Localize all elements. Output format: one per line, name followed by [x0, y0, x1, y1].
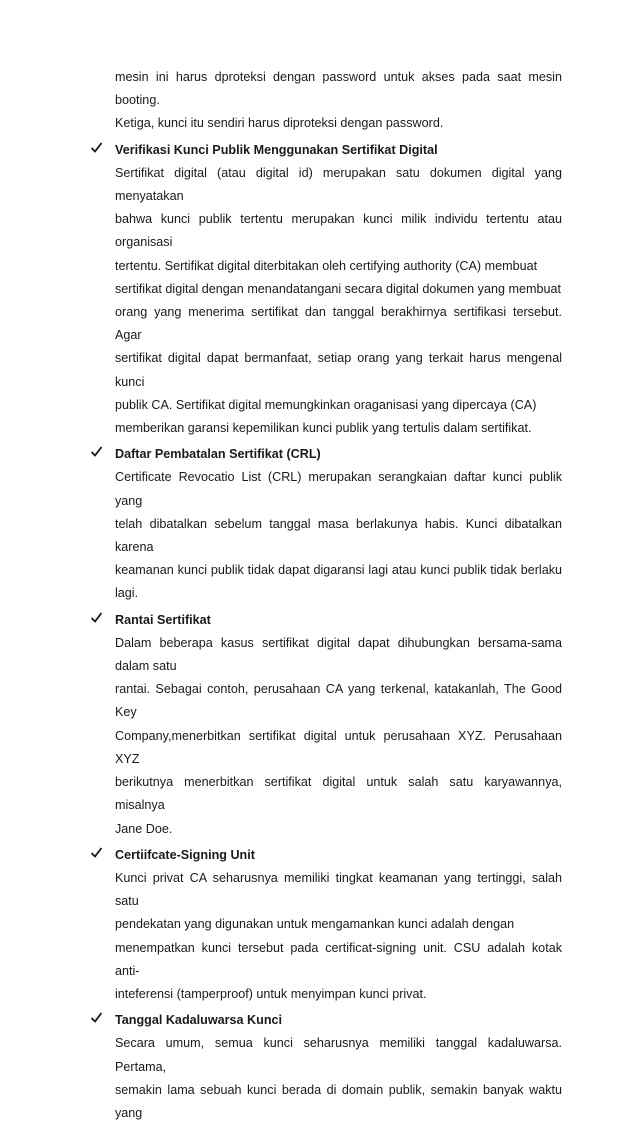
section-heading-row	[90, 606, 562, 632]
section-body: Dalam beberapa kasus sertifikat digital dapat dihubungkan bersama-sama dalam satu rantai. Sebagai contoh, perusahaan CA yang terkenal, katakanlah, The Good Key Company,menerbitkan sertifikat digital untuk perusahaan XYZ. Perusahaan XYZ berikutnya menerbitkan sertifikat digital untuk salah satu karyawannya, misalnya Jane Doe.	[115, 635, 562, 836]
section-heading: Rantai Sertifikat	[115, 612, 211, 627]
checkmark-icon	[90, 841, 115, 864]
section-heading-row	[90, 440, 562, 466]
section-body: Sertifikat digital (atau digital id) merupakan satu dokumen digital yang menyatakan bahwa kunci publik tertentu merupakan kunci milik individu tertentu atau organisasi tertentu. Sertifikat digital diterbitakan oleh certifying authority (CA) membuat sertifikat digital dengan menandatangani secara digital dokumen yang membuat orang yang menerima sertifikat dan tanggal berakhirnya sertifikasi tersebut. Agar sertifikat digital dapat bermanfaat, setiap orang yang terkait harus mengenal kunci publik CA. Sertifikat digital memungkinkan oraganisasi yang dipercaya (CA) memberikan garansi kepemilikan kunci publik yang tertulis dalam sertifikat.	[115, 165, 562, 436]
section-body: Certificate Revocatio List (CRL) merupakan serangkaian daftar kunci publik yang telah dibatalkan sebelum tanggal masa berlakunya habis. Kunci dibatalkan karena keamanan kunci publik tidak dapat digaransi lagi atau kunci publik tidak berlaku lagi.	[115, 470, 562, 601]
section-heading: Verifikasi Kunci Publik Menggunakan Sertifikat Digital	[115, 142, 438, 157]
checkmark-icon	[90, 440, 115, 463]
section-heading-row	[90, 841, 562, 867]
intro-paragraph: mesin ini harus dproteksi dengan password untuk akses pada saat mesin booting. Ketiga, kunci itu sendiri harus diproteksi dengan password.	[115, 70, 562, 131]
section-body: Kunci privat CA seharusnya memiliki tingkat keamanan yang tertinggi, salah satu pendekatan yang digunakan untuk mengamankan kunci adalah dengan menempatkan kunci tersebut pada certificat-signing unit. CSU adalah kotak anti- inteferensi (tamperproof) untuk menyimpan kunci privat.	[115, 870, 562, 1001]
checkmark-icon	[90, 1006, 115, 1029]
document-body	[90, 66, 562, 1125]
checkmark-icon	[90, 136, 115, 159]
section-heading: Daftar Pembatalan Sertifikat (CRL)	[115, 447, 321, 462]
section-heading: Certiifcate-Signing Unit	[115, 847, 255, 862]
section-body: Secara umum, semua kunci seharusnya memiliki tanggal kadaluwarsa. Pertama, semakin lama sebuah kunci berada di domain publik, semakin banyak waktu yang	[115, 1036, 562, 1120]
section-heading: Tanggal Kadaluwarsa Kunci	[115, 1013, 283, 1028]
section-heading-row	[90, 136, 562, 162]
section-heading-row	[90, 1006, 562, 1032]
checkmark-icon	[90, 606, 115, 629]
